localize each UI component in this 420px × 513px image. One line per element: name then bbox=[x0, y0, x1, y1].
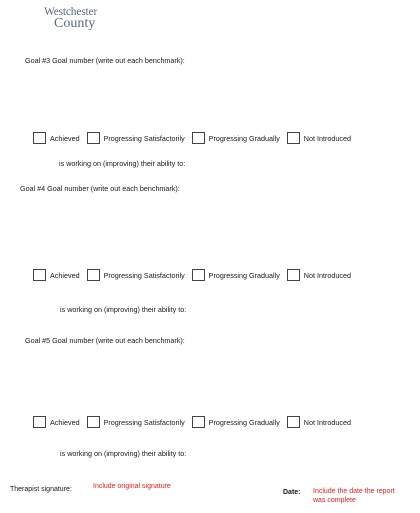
date-hint-line-2: was complete bbox=[313, 497, 356, 504]
goal-5-working-text: is working on (improving) their ability to: bbox=[60, 449, 187, 458]
date-label: Date: bbox=[283, 489, 301, 496]
goal-4-gradual-checkbox[interactable] bbox=[192, 269, 205, 281]
signature-hint: Include original signature bbox=[93, 483, 171, 490]
goal-5-heading: Goal #5 Goal number (write out each benchmark): bbox=[25, 336, 185, 345]
goal-3-not-introduced-label: Not Introduced bbox=[303, 133, 351, 143]
goal-4-satisfactory-checkbox[interactable] bbox=[87, 269, 100, 281]
goal-4-achieved-checkbox[interactable] bbox=[33, 269, 46, 281]
goal-3-gradual-checkbox[interactable] bbox=[192, 132, 205, 144]
goal-5-achieved-checkbox[interactable] bbox=[33, 416, 46, 428]
goal-4-achieved-label: Achieved bbox=[50, 270, 80, 280]
goal-4-status-row bbox=[33, 268, 358, 282]
county-logo bbox=[44, 6, 124, 32]
goal-5-gradual-checkbox[interactable] bbox=[192, 416, 205, 428]
goal-3-gradual-label: Progressing Gradually bbox=[208, 133, 280, 143]
goal-3-achieved-label: Achieved bbox=[50, 133, 80, 143]
goal-3-not-introduced-checkbox[interactable] bbox=[287, 132, 300, 144]
goal-5-not-introduced-checkbox[interactable] bbox=[287, 416, 300, 428]
goal-5-satisfactory-checkbox[interactable] bbox=[87, 416, 100, 428]
goal-4-satisfactory-label: Progressing Satisfactorily bbox=[103, 270, 185, 280]
goal-3-satisfactory-checkbox[interactable] bbox=[87, 132, 100, 144]
signature-label: Therapist signature: bbox=[10, 486, 72, 493]
goal-5-gradual-label: Progressing Gradually bbox=[208, 417, 280, 427]
goal-3-working-text: is working on (improving) their ability to: bbox=[59, 159, 186, 168]
goal-3-heading: Goal #3 Goal number (write out each benchmark): bbox=[25, 56, 185, 65]
goal-4-not-introduced-checkbox[interactable] bbox=[287, 269, 300, 281]
goal-4-working-text: is working on (improving) their ability to: bbox=[60, 305, 187, 314]
goal-4-not-introduced-label: Not Introduced bbox=[303, 270, 351, 280]
date-hint-line-1: Include the date the report bbox=[313, 488, 395, 495]
goal-5-satisfactory-label: Progressing Satisfactorily bbox=[103, 417, 185, 427]
goal-3-status-row bbox=[33, 131, 358, 145]
goal-4-heading: Goal #4 Goal number (write out each benchmark): bbox=[20, 184, 180, 193]
goal-5-achieved-label: Achieved bbox=[50, 417, 80, 427]
goal-4-gradual-label: Progressing Gradually bbox=[208, 270, 280, 280]
logo-line-2: County bbox=[54, 16, 96, 31]
logo-line-1: Westchester bbox=[44, 6, 98, 18]
goal-3-achieved-checkbox[interactable] bbox=[33, 132, 46, 144]
goal-3-satisfactory-label: Progressing Satisfactorily bbox=[103, 133, 185, 143]
goal-5-not-introduced-label: Not Introduced bbox=[303, 417, 351, 427]
goal-5-status-row bbox=[33, 415, 358, 429]
